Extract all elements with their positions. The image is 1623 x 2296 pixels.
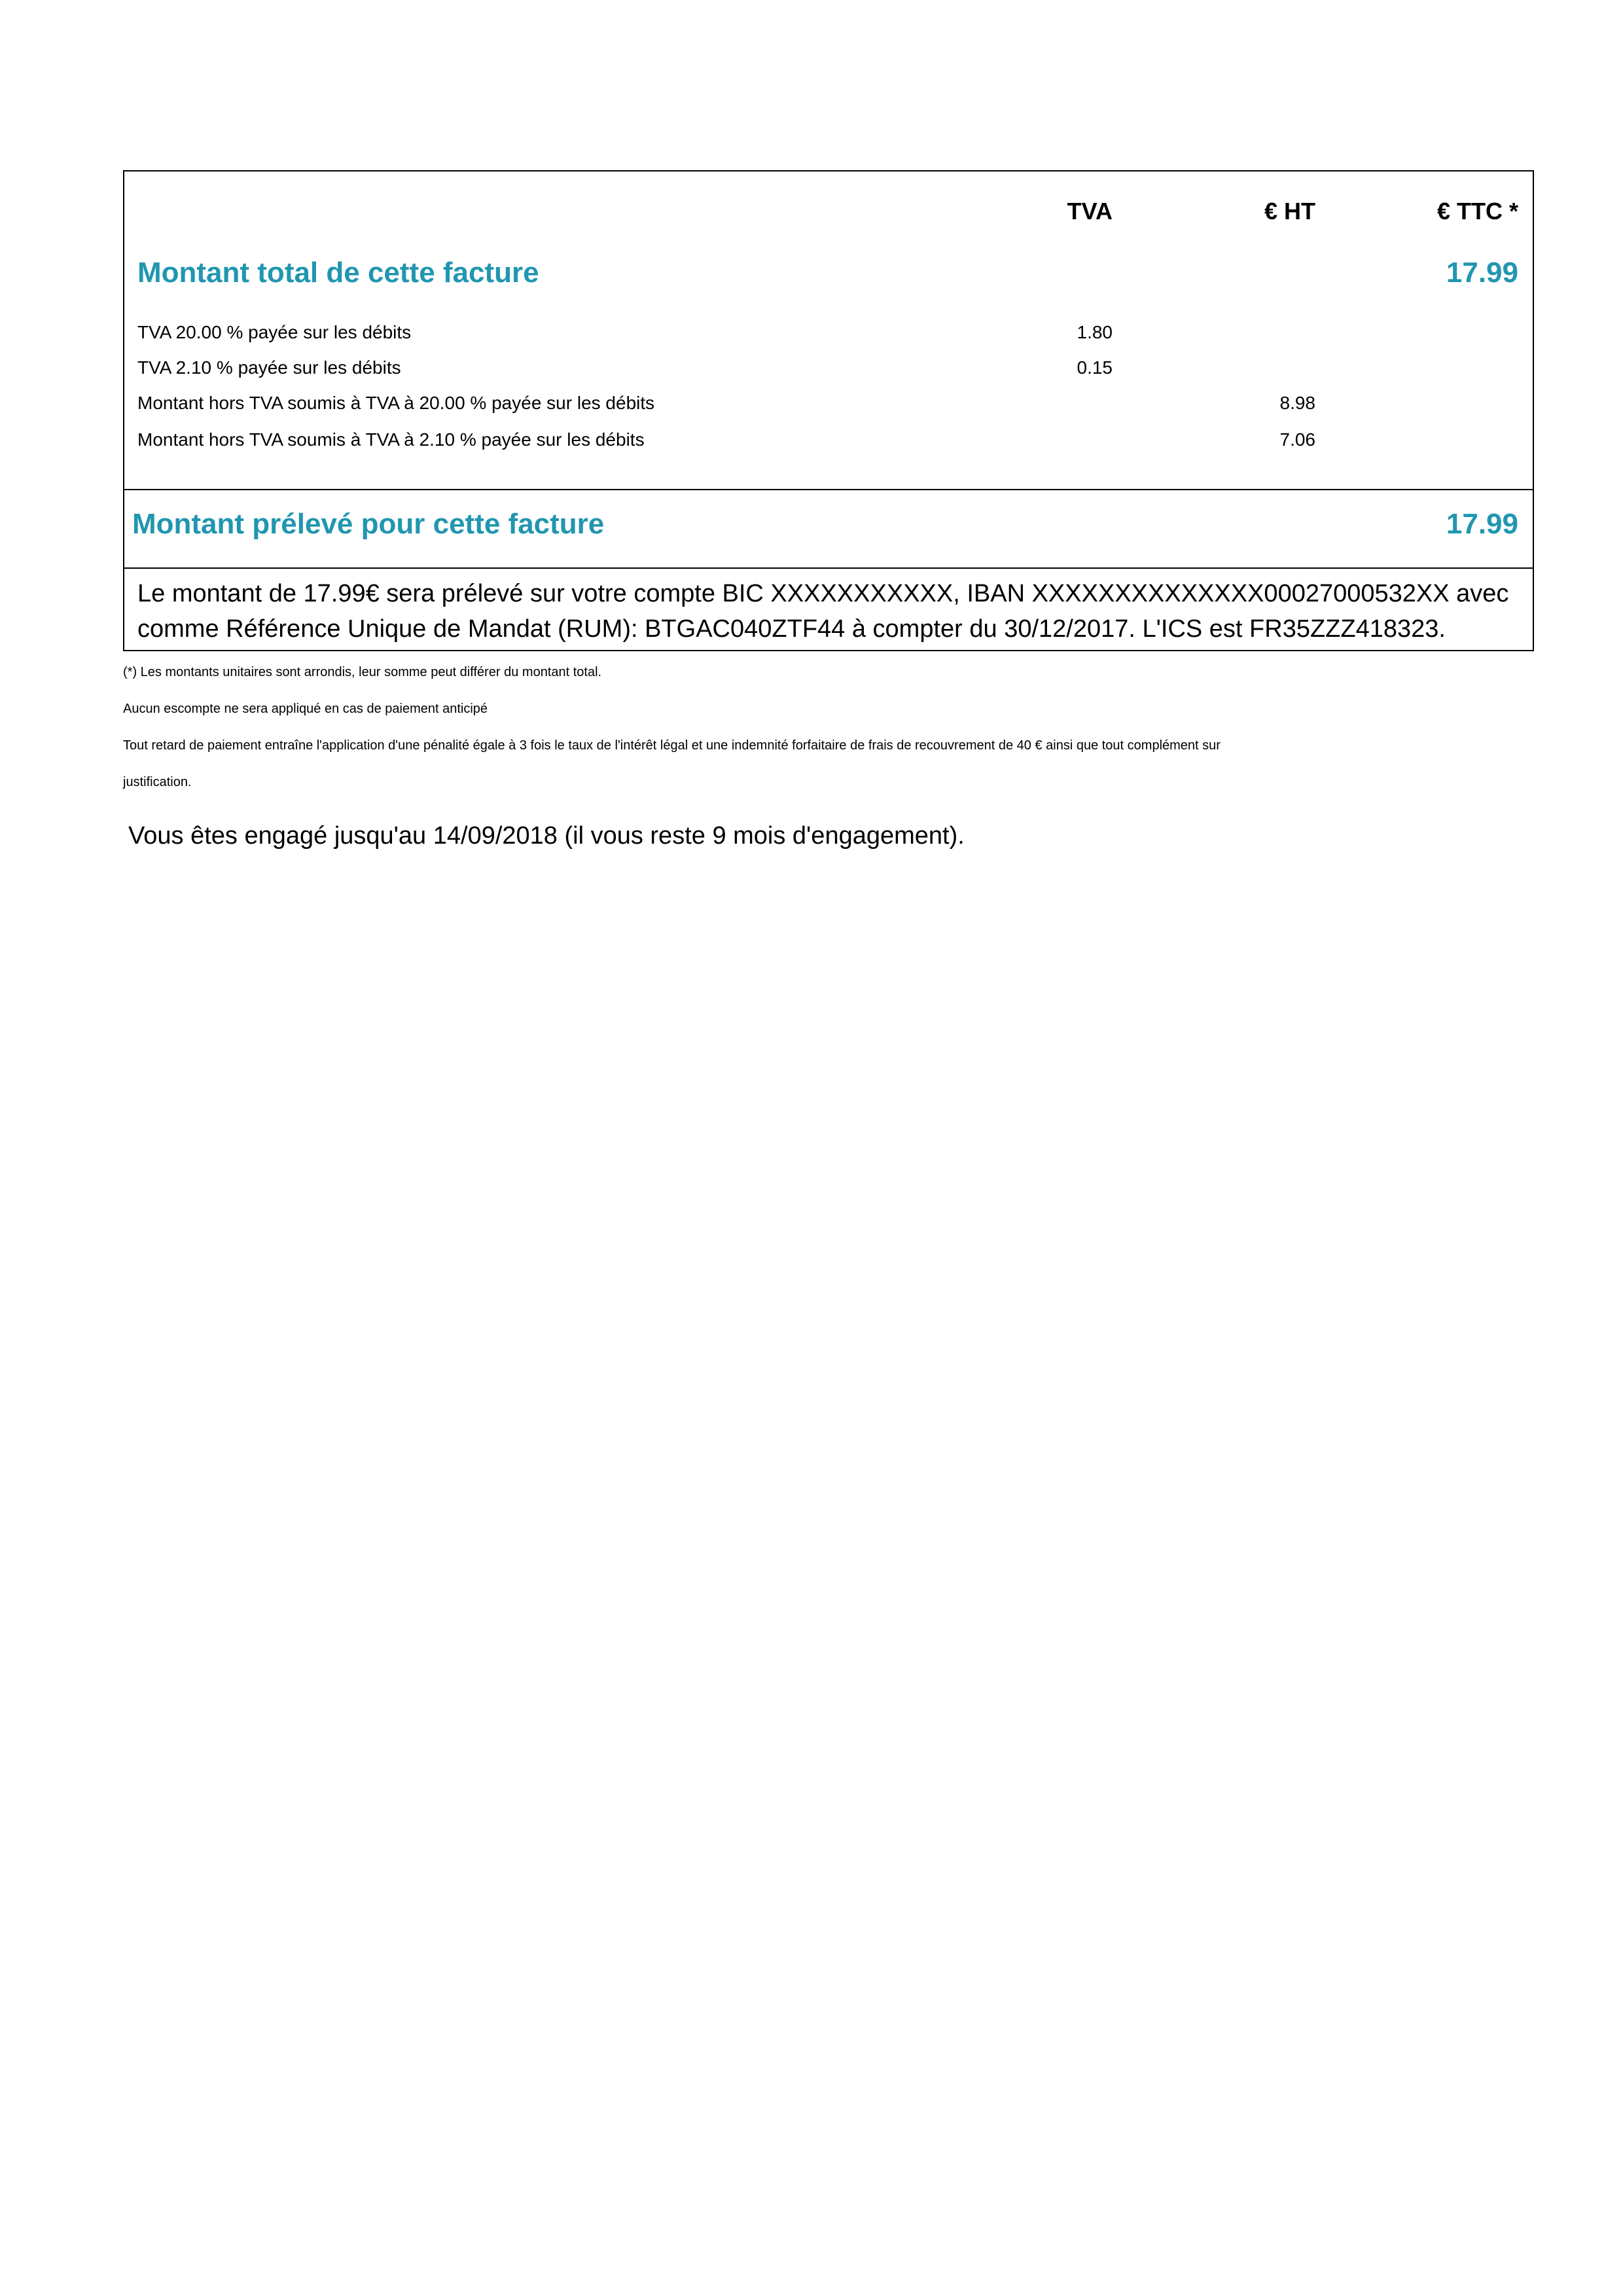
vat-row-tva: 1.80 bbox=[1077, 322, 1113, 342]
vat-row-ht: 7.06 bbox=[1279, 429, 1315, 450]
vat-row-label: Montant hors TVA soumis à TVA à 2.10 % payée sur les débits bbox=[137, 429, 645, 450]
mandate-text: Le montant de 17.99€ sera prélevé sur votre compte BIC XXXXXXXXXXX, IBAN XXXXXXXXXXXXXX00027000532XX avec comme Référence Unique de Mandat (RUM): BTGAC040ZTF44 à compter du 30/12/2017. L'ICS est FR35ZZZ418323. bbox=[137, 580, 1509, 643]
total-ttc-value: 17.99 bbox=[1446, 257, 1518, 289]
footnote: Tout retard de paiement entraîne l'application d'une pénalité égale à 3 fois le taux de l'intérêt légal et une indemnité forfaitaire de frais de recouvrement de 40 € ainsi que tout complément sur bbox=[123, 738, 1221, 753]
vat-row-label: Montant hors TVA soumis à TVA à 20.00 % payée sur les débits bbox=[137, 393, 655, 413]
total-label: Montant total de cette facture bbox=[137, 257, 539, 289]
vat-row-label: TVA 2.10 % payée sur les débits bbox=[137, 357, 401, 378]
column-header-tva: TVA bbox=[1067, 198, 1113, 224]
column-header-ht: € HT bbox=[1264, 198, 1315, 224]
debit-label: Montant prélevé pour cette facture bbox=[132, 508, 605, 540]
vat-row-ht: 8.98 bbox=[1279, 393, 1315, 413]
column-header-ttc: € TTC * bbox=[1436, 198, 1518, 224]
vat-row-label: TVA 20.00 % payée sur les débits bbox=[137, 322, 412, 342]
vat-row-tva: 0.15 bbox=[1077, 357, 1113, 378]
footnote: (*) Les montants unitaires sont arrondis, leur somme peut différer du montant total. bbox=[123, 665, 602, 679]
debit-amount: 17.99 bbox=[1446, 508, 1518, 540]
footnote: Aucun escompte ne sera appliqué en cas de paiement anticipé bbox=[123, 702, 488, 716]
footnote: justification. bbox=[123, 775, 192, 789]
engagement-text: Vous êtes engagé jusqu'au 14/09/2018 (il vous reste 9 mois d'engagement). bbox=[128, 822, 965, 850]
